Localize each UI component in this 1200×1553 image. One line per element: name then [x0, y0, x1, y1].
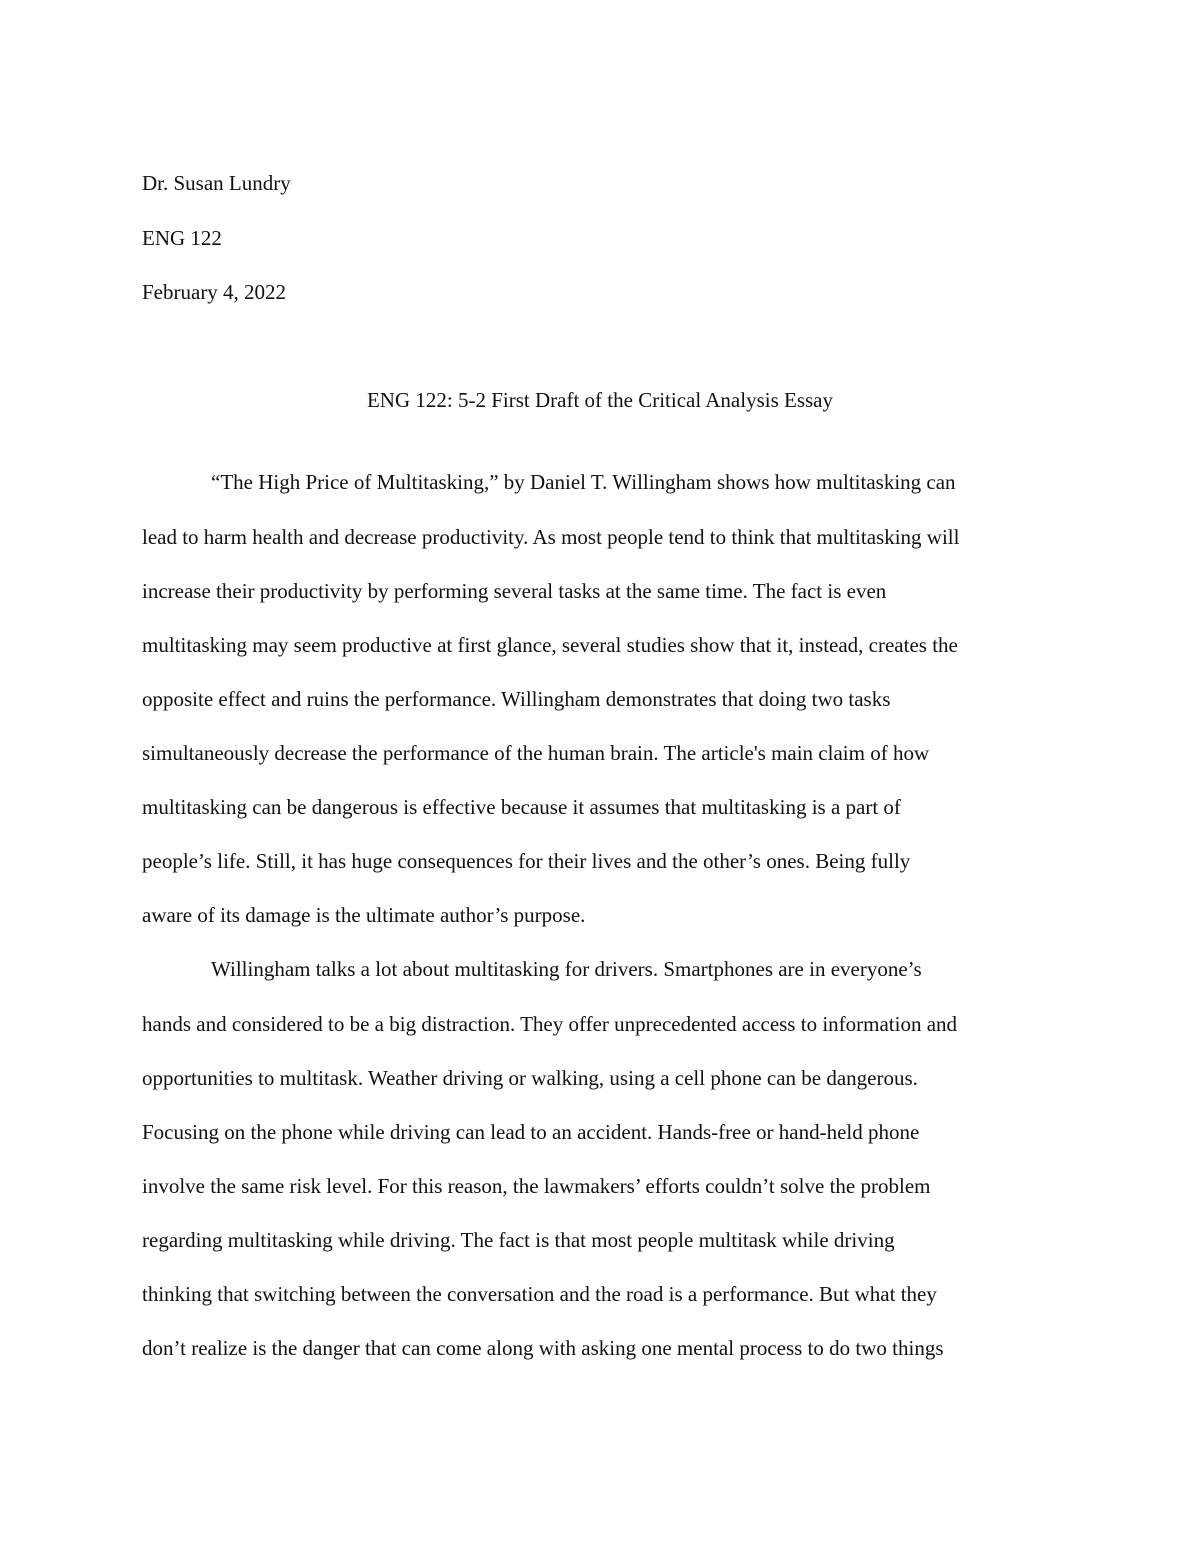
text-line: thinking that switching between the conversation and the road is a performance. But what they — [142, 1282, 937, 1306]
instructor-name: Dr. Susan Lundry — [142, 171, 291, 195]
text-line: opposite effect and ruins the performance. Willingham demonstrates that doing two tasks — [142, 687, 891, 711]
text-line: don’t realize is the danger that can come along with asking one mental process to do two things — [142, 1336, 944, 1360]
text-line: multitasking may seem productive at first glance, several studies show that it, instead, creates the — [142, 633, 958, 657]
text-line: “The High Price of Multitasking,” by Daniel T. Willingham shows how multitasking can — [211, 470, 956, 494]
submission-date: February 4, 2022 — [142, 280, 287, 304]
text-line: Willingham talks a lot about multitasking for drivers. Smartphones are in everyone’s — [211, 957, 922, 981]
text-line: opportunities to multitask. Weather driving or walking, using a cell phone can be dangerous. — [142, 1066, 918, 1090]
text-line: regarding multitasking while driving. The fact is that most people multitask while driving — [142, 1228, 895, 1252]
course-code: ENG 122 — [142, 226, 222, 250]
text-line: simultaneously decrease the performance of the human brain. The article's main claim of how — [142, 741, 930, 765]
text-line: multitasking can be dangerous is effective because it assumes that multitasking is a part of — [142, 795, 901, 819]
text-line: increase their productivity by performing several tasks at the same time. The fact is even — [142, 579, 887, 603]
text-line: lead to harm health and decrease productivity. As most people tend to think that multitasking will — [142, 525, 960, 549]
essay-title: ENG 122: 5-2 First Draft of the Critical Analysis Essay — [366, 388, 834, 412]
text-line: people’s life. Still, it has huge consequences for their lives and the other’s ones. Being fully — [142, 849, 911, 873]
text-line: aware of its damage is the ultimate author’s purpose. — [142, 903, 586, 927]
text-line: involve the same risk level. For this reason, the lawmakers’ efforts couldn’t solve the problem — [142, 1174, 931, 1198]
text-line: Focusing on the phone while driving can lead to an accident. Hands-free or hand-held phone — [142, 1120, 920, 1144]
text-line: hands and considered to be a big distraction. They offer unprecedented access to information and — [142, 1012, 958, 1036]
